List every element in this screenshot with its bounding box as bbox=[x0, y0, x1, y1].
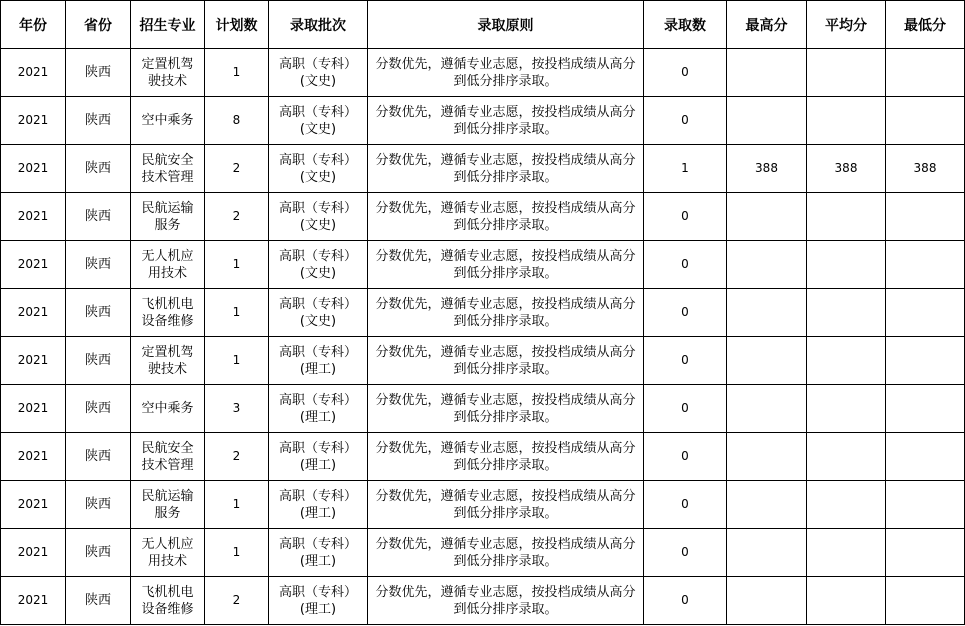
cell-major: 空中乘务 bbox=[131, 385, 205, 433]
cell-province: 陕西 bbox=[66, 193, 131, 241]
cell-plan: 1 bbox=[205, 481, 269, 529]
cell-avg-score bbox=[807, 289, 886, 337]
cell-plan: 1 bbox=[205, 289, 269, 337]
cell-max-score bbox=[727, 385, 807, 433]
cell-admitted: 0 bbox=[644, 481, 727, 529]
table-row bbox=[1, 241, 965, 289]
cell-batch: 高职（专科） (理工) bbox=[269, 529, 368, 577]
table-row bbox=[1, 193, 965, 241]
cell-max-score bbox=[727, 337, 807, 385]
cell-min-score bbox=[886, 577, 965, 625]
cell-plan: 1 bbox=[205, 529, 269, 577]
cell-batch: 高职（专科） (理工) bbox=[269, 385, 368, 433]
cell-avg-score bbox=[807, 193, 886, 241]
cell-avg-score bbox=[807, 337, 886, 385]
header-avg-score: 平均分 bbox=[807, 1, 886, 49]
table-row bbox=[1, 337, 965, 385]
cell-principle: 分数优先，遵循专业志愿，按投档成绩从高分到低分排序录取。 bbox=[368, 337, 644, 385]
cell-avg-score bbox=[807, 97, 886, 145]
cell-min-score bbox=[886, 193, 965, 241]
cell-year: 2021 bbox=[1, 97, 66, 145]
cell-province: 陕西 bbox=[66, 289, 131, 337]
cell-major: 民航运输 服务 bbox=[131, 481, 205, 529]
cell-admitted: 0 bbox=[644, 337, 727, 385]
cell-admitted: 0 bbox=[644, 385, 727, 433]
cell-batch: 高职（专科） (理工) bbox=[269, 481, 368, 529]
cell-batch: 高职（专科） (理工) bbox=[269, 577, 368, 625]
cell-year: 2021 bbox=[1, 481, 66, 529]
cell-major: 民航安全 技术管理 bbox=[131, 145, 205, 193]
cell-avg-score: 388 bbox=[807, 145, 886, 193]
header-admitted: 录取数 bbox=[644, 1, 727, 49]
cell-min-score bbox=[886, 241, 965, 289]
cell-major: 飞机机电 设备维修 bbox=[131, 289, 205, 337]
cell-year: 2021 bbox=[1, 529, 66, 577]
cell-avg-score bbox=[807, 577, 886, 625]
cell-year: 2021 bbox=[1, 385, 66, 433]
cell-province: 陕西 bbox=[66, 145, 131, 193]
cell-admitted: 0 bbox=[644, 241, 727, 289]
header-max-score: 最高分 bbox=[727, 1, 807, 49]
cell-admitted: 0 bbox=[644, 289, 727, 337]
cell-batch: 高职（专科） (文史) bbox=[269, 241, 368, 289]
cell-admitted: 0 bbox=[644, 193, 727, 241]
cell-batch: 高职（专科） (文史) bbox=[269, 49, 368, 97]
cell-max-score bbox=[727, 577, 807, 625]
header-plan: 计划数 bbox=[205, 1, 269, 49]
cell-province: 陕西 bbox=[66, 481, 131, 529]
cell-major: 飞机机电 设备维修 bbox=[131, 577, 205, 625]
cell-province: 陕西 bbox=[66, 577, 131, 625]
table-row bbox=[1, 385, 965, 433]
cell-min-score bbox=[886, 481, 965, 529]
cell-principle: 分数优先，遵循专业志愿，按投档成绩从高分到低分排序录取。 bbox=[368, 49, 644, 97]
cell-plan: 2 bbox=[205, 145, 269, 193]
cell-province: 陕西 bbox=[66, 433, 131, 481]
cell-principle: 分数优先，遵循专业志愿，按投档成绩从高分到低分排序录取。 bbox=[368, 577, 644, 625]
table-row bbox=[1, 577, 965, 625]
cell-principle: 分数优先，遵循专业志愿，按投档成绩从高分到低分排序录取。 bbox=[368, 145, 644, 193]
header-province: 省份 bbox=[66, 1, 131, 49]
cell-batch: 高职（专科） (理工) bbox=[269, 433, 368, 481]
cell-max-score bbox=[727, 289, 807, 337]
cell-admitted: 0 bbox=[644, 577, 727, 625]
cell-year: 2021 bbox=[1, 193, 66, 241]
header-principle: 录取原则 bbox=[368, 1, 644, 49]
cell-year: 2021 bbox=[1, 433, 66, 481]
cell-min-score bbox=[886, 385, 965, 433]
cell-admitted: 0 bbox=[644, 49, 727, 97]
header-year: 年份 bbox=[1, 1, 66, 49]
cell-plan: 3 bbox=[205, 385, 269, 433]
cell-major: 民航安全 技术管理 bbox=[131, 433, 205, 481]
table-row bbox=[1, 289, 965, 337]
cell-province: 陕西 bbox=[66, 241, 131, 289]
cell-max-score bbox=[727, 481, 807, 529]
cell-province: 陕西 bbox=[66, 385, 131, 433]
cell-principle: 分数优先，遵循专业志愿，按投档成绩从高分到低分排序录取。 bbox=[368, 289, 644, 337]
cell-principle: 分数优先，遵循专业志愿，按投档成绩从高分到低分排序录取。 bbox=[368, 481, 644, 529]
header-min-score: 最低分 bbox=[886, 1, 965, 49]
cell-batch: 高职（专科） (文史) bbox=[269, 289, 368, 337]
cell-year: 2021 bbox=[1, 289, 66, 337]
header-major: 招生专业 bbox=[131, 1, 205, 49]
cell-admitted: 0 bbox=[644, 433, 727, 481]
cell-avg-score bbox=[807, 481, 886, 529]
cell-avg-score bbox=[807, 385, 886, 433]
cell-batch: 高职（专科） (文史) bbox=[269, 145, 368, 193]
cell-major: 无人机应 用技术 bbox=[131, 241, 205, 289]
cell-admitted: 0 bbox=[644, 529, 727, 577]
cell-avg-score bbox=[807, 529, 886, 577]
cell-principle: 分数优先，遵循专业志愿，按投档成绩从高分到低分排序录取。 bbox=[368, 433, 644, 481]
cell-min-score bbox=[886, 529, 965, 577]
cell-max-score bbox=[727, 529, 807, 577]
cell-province: 陕西 bbox=[66, 97, 131, 145]
cell-major: 民航运输 服务 bbox=[131, 193, 205, 241]
cell-major: 定置机驾 驶技术 bbox=[131, 49, 205, 97]
cell-min-score: 388 bbox=[886, 145, 965, 193]
cell-batch: 高职（专科） (文史) bbox=[269, 193, 368, 241]
header-row bbox=[1, 1, 965, 49]
cell-min-score bbox=[886, 433, 965, 481]
cell-plan: 1 bbox=[205, 49, 269, 97]
cell-avg-score bbox=[807, 49, 886, 97]
table-row bbox=[1, 481, 965, 529]
cell-avg-score bbox=[807, 241, 886, 289]
cell-province: 陕西 bbox=[66, 529, 131, 577]
table-row bbox=[1, 49, 965, 97]
cell-plan: 1 bbox=[205, 241, 269, 289]
cell-avg-score bbox=[807, 433, 886, 481]
cell-major: 空中乘务 bbox=[131, 97, 205, 145]
cell-principle: 分数优先，遵循专业志愿，按投档成绩从高分到低分排序录取。 bbox=[368, 241, 644, 289]
table-row bbox=[1, 529, 965, 577]
cell-batch: 高职（专科） (文史) bbox=[269, 97, 368, 145]
cell-max-score bbox=[727, 97, 807, 145]
cell-plan: 2 bbox=[205, 433, 269, 481]
cell-max-score: 388 bbox=[727, 145, 807, 193]
cell-year: 2021 bbox=[1, 145, 66, 193]
table-row bbox=[1, 433, 965, 481]
table-row bbox=[1, 97, 965, 145]
cell-batch: 高职（专科） (理工) bbox=[269, 337, 368, 385]
cell-plan: 8 bbox=[205, 97, 269, 145]
cell-year: 2021 bbox=[1, 49, 66, 97]
cell-min-score bbox=[886, 49, 965, 97]
cell-major: 无人机应 用技术 bbox=[131, 529, 205, 577]
cell-max-score bbox=[727, 193, 807, 241]
cell-plan: 2 bbox=[205, 193, 269, 241]
cell-plan: 2 bbox=[205, 577, 269, 625]
cell-principle: 分数优先，遵循专业志愿，按投档成绩从高分到低分排序录取。 bbox=[368, 529, 644, 577]
header-batch: 录取批次 bbox=[269, 1, 368, 49]
cell-principle: 分数优先，遵循专业志愿，按投档成绩从高分到低分排序录取。 bbox=[368, 97, 644, 145]
cell-year: 2021 bbox=[1, 241, 66, 289]
cell-admitted: 0 bbox=[644, 97, 727, 145]
cell-max-score bbox=[727, 241, 807, 289]
cell-principle: 分数优先，遵循专业志愿，按投档成绩从高分到低分排序录取。 bbox=[368, 385, 644, 433]
cell-province: 陕西 bbox=[66, 49, 131, 97]
cell-min-score bbox=[886, 289, 965, 337]
cell-max-score bbox=[727, 49, 807, 97]
cell-major: 定置机驾 驶技术 bbox=[131, 337, 205, 385]
cell-province: 陕西 bbox=[66, 337, 131, 385]
cell-plan: 1 bbox=[205, 337, 269, 385]
cell-max-score bbox=[727, 433, 807, 481]
cell-principle: 分数优先，遵循专业志愿，按投档成绩从高分到低分排序录取。 bbox=[368, 193, 644, 241]
cell-min-score bbox=[886, 97, 965, 145]
cell-admitted: 1 bbox=[644, 145, 727, 193]
table-row bbox=[1, 145, 965, 193]
cell-min-score bbox=[886, 337, 965, 385]
cell-year: 2021 bbox=[1, 337, 66, 385]
cell-year: 2021 bbox=[1, 577, 66, 625]
